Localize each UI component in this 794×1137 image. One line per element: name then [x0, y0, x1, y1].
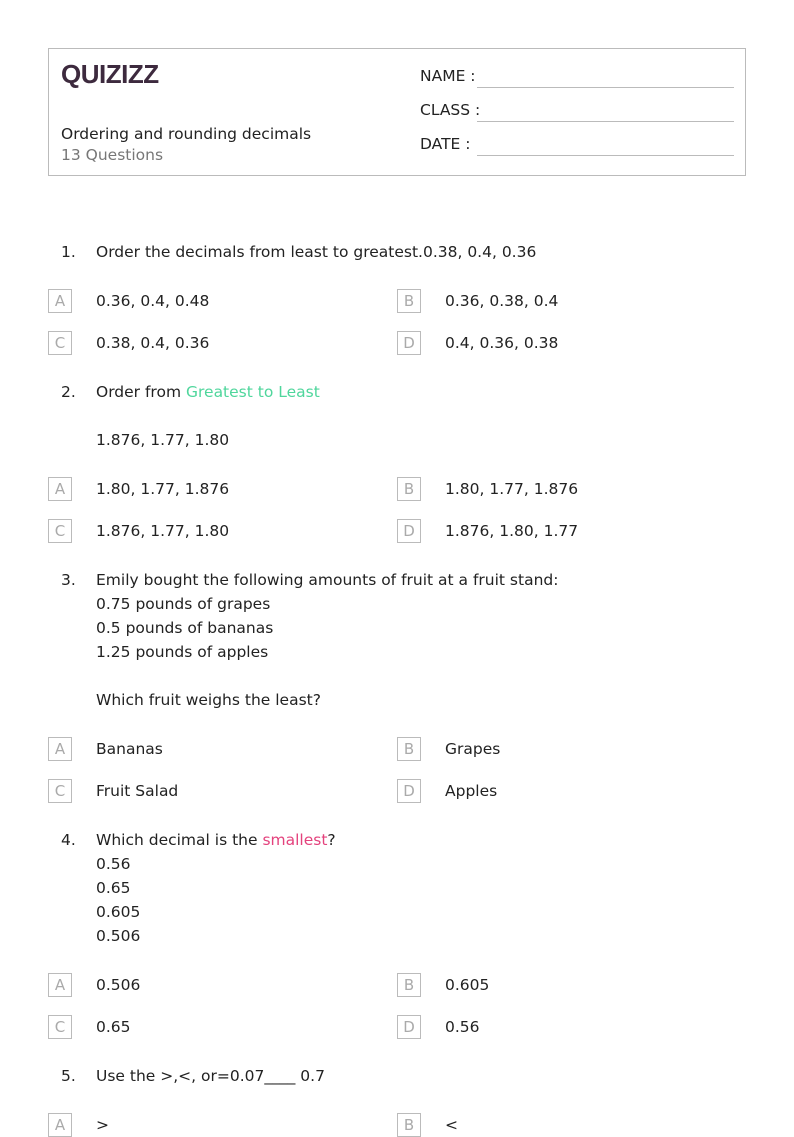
answer-option-a[interactable] [48, 737, 163, 761]
worksheet-title: Ordering and rounding decimals [61, 125, 312, 143]
text-segment: Use the >,<, or=0.07____ 0.7 [96, 1067, 325, 1085]
class-label: CLASS : [420, 101, 481, 119]
answer-option-c[interactable] [48, 1015, 131, 1039]
question-number: 1. [61, 243, 76, 261]
option-text: 1.80, 1.77, 1.876 [445, 480, 579, 498]
question-line [96, 404, 794, 428]
text-segment: Order from [96, 383, 186, 401]
text-segment: 1.876, 1.77, 1.80 [96, 431, 230, 449]
option-letter-box[interactable]: D [397, 331, 421, 355]
question [0, 568, 794, 712]
question-line [96, 592, 794, 616]
question [0, 380, 794, 452]
question-line [96, 924, 794, 948]
option-letter-box[interactable]: B [397, 289, 421, 313]
question-line [96, 240, 794, 264]
text-segment: Which decimal is the [96, 831, 263, 849]
option-letter-box[interactable]: B [397, 1113, 421, 1137]
option-letter-box[interactable]: D [397, 519, 421, 543]
question [0, 828, 794, 948]
option-letter-box[interactable]: B [397, 737, 421, 761]
option-letter-box[interactable]: B [397, 973, 421, 997]
answer-option-c[interactable] [48, 331, 210, 355]
answer-option-d[interactable] [397, 331, 559, 355]
answer-options [0, 973, 794, 1039]
text-segment: Emily bought the following amounts of fruit at a fruit stand: [96, 571, 559, 589]
question-text [96, 240, 794, 264]
name-field[interactable] [420, 67, 734, 91]
question-line [96, 428, 794, 452]
text-segment: 0.65 [96, 879, 131, 897]
option-letter-box[interactable]: B [397, 477, 421, 501]
highlighted-text: Greatest to Least [185, 383, 320, 401]
option-text: 1.876, 1.80, 1.77 [445, 522, 579, 540]
question-number: 3. [61, 571, 76, 589]
option-text: 0.4, 0.36, 0.38 [445, 334, 559, 352]
answer-options [0, 1113, 794, 1137]
option-text: 0.65 [96, 1018, 131, 1036]
worksheet-header [48, 48, 746, 176]
option-letter-box[interactable]: C [48, 1015, 72, 1039]
question-line [96, 568, 794, 592]
text-segment: 0.605 [96, 903, 141, 921]
text-segment: Order the decimals from least to greatest.0.38, 0.4, 0.36 [96, 243, 537, 261]
question-line [96, 640, 794, 664]
text-segment: 0.56 [96, 855, 131, 873]
option-letter-box[interactable]: D [397, 779, 421, 803]
question-line [96, 664, 794, 688]
option-text: 1.876, 1.77, 1.80 [96, 522, 230, 540]
answer-option-b[interactable] [397, 289, 559, 313]
question [0, 1064, 794, 1088]
option-letter-box[interactable]: A [48, 737, 72, 761]
answer-options [0, 477, 794, 543]
name-line[interactable] [477, 87, 734, 88]
highlighted-text: smallest [262, 831, 328, 849]
class-line[interactable] [477, 121, 734, 122]
answer-options [0, 737, 794, 803]
class-field[interactable] [420, 101, 734, 125]
option-letter-box[interactable]: C [48, 779, 72, 803]
option-letter-box[interactable]: A [48, 1113, 72, 1137]
answer-option-b[interactable] [397, 737, 501, 761]
date-line[interactable] [477, 155, 734, 156]
question [0, 240, 794, 264]
option-text: 0.506 [96, 976, 141, 994]
answer-option-b[interactable] [397, 973, 490, 997]
text-segment: 0.5 pounds of bananas [96, 619, 274, 637]
question-text [96, 1064, 794, 1088]
question-line [96, 828, 794, 852]
option-letter-box[interactable]: A [48, 289, 72, 313]
option-text: Grapes [445, 740, 501, 758]
answer-option-c[interactable] [48, 779, 179, 803]
option-text: 1.80, 1.77, 1.876 [96, 480, 230, 498]
text-segment: 0.75 pounds of grapes [96, 595, 271, 613]
answer-option-a[interactable] [48, 289, 210, 313]
question-text [96, 828, 794, 948]
text-segment: 0.506 [96, 927, 141, 945]
date-label: DATE : [420, 135, 471, 153]
quizizz-logo: QUIZIZZ [61, 59, 159, 89]
option-letter-box[interactable]: D [397, 1015, 421, 1039]
question-line [96, 900, 794, 924]
option-text: 0.605 [445, 976, 490, 994]
date-field[interactable] [420, 135, 734, 159]
option-text: Apples [445, 782, 498, 800]
question-line [96, 616, 794, 640]
option-text: 0.36, 0.38, 0.4 [445, 292, 559, 310]
text-segment: ? [327, 831, 336, 849]
answer-option-d[interactable] [397, 519, 579, 543]
answer-option-a[interactable] [48, 1113, 109, 1137]
question-line [96, 688, 794, 712]
answer-option-d[interactable] [397, 1015, 480, 1039]
question-number: 5. [61, 1067, 76, 1085]
question-line [96, 876, 794, 900]
question-count: 13 Questions [61, 146, 164, 164]
answer-options [0, 289, 794, 355]
question-text [96, 380, 794, 452]
option-text: Fruit Salad [96, 782, 179, 800]
option-letter-box[interactable]: C [48, 331, 72, 355]
option-letter-box[interactable]: A [48, 477, 72, 501]
text-segment: 1.25 pounds of apples [96, 643, 269, 661]
answer-option-b[interactable] [397, 1113, 458, 1137]
question-line [96, 852, 794, 876]
option-text: > [96, 1116, 109, 1134]
answer-option-c[interactable] [48, 519, 230, 543]
answer-option-b[interactable] [397, 477, 579, 501]
answer-option-d[interactable] [397, 779, 498, 803]
option-text: 0.56 [445, 1018, 480, 1036]
option-letter-box[interactable]: A [48, 973, 72, 997]
option-text: 0.36, 0.4, 0.48 [96, 292, 210, 310]
option-text: 0.38, 0.4, 0.36 [96, 334, 210, 352]
answer-option-a[interactable] [48, 973, 141, 997]
option-letter-box[interactable]: C [48, 519, 72, 543]
text-segment: Which fruit weighs the least? [96, 691, 321, 709]
question-line [96, 1064, 794, 1088]
question-number: 4. [61, 831, 76, 849]
answer-option-a[interactable] [48, 477, 230, 501]
question-text [96, 568, 794, 712]
option-text: < [445, 1116, 458, 1134]
question-line [96, 380, 794, 404]
question-number: 2. [61, 383, 76, 401]
name-label: NAME : [420, 67, 476, 85]
option-text: Bananas [96, 740, 163, 758]
